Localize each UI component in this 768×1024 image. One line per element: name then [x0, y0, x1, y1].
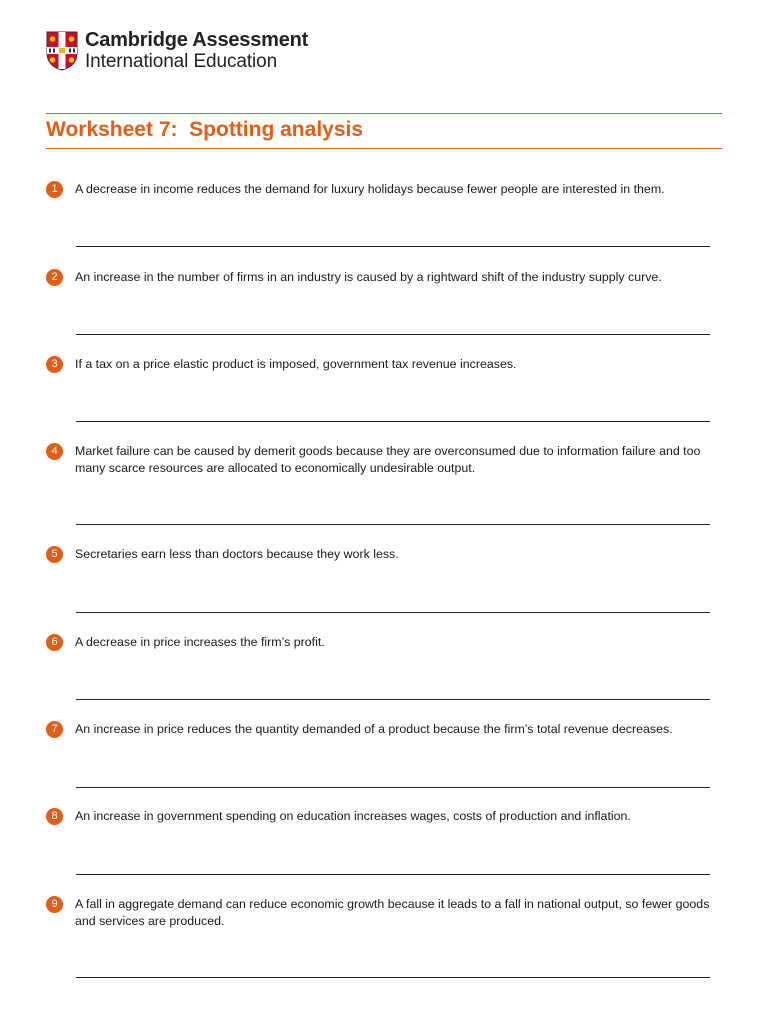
question-number-badge: 1: [46, 181, 63, 198]
page-title: Worksheet 7: Spotting analysis: [46, 118, 364, 141]
answer-line[interactable]: [76, 612, 710, 613]
cambridge-crest-icon: [46, 31, 78, 71]
org-name-line1: Cambridge Assessment: [85, 29, 309, 51]
answer-line[interactable]: [76, 977, 710, 978]
question-text: A decrease in income reduces the demand for luxury holidays because fewer people are interested in them.: [75, 182, 665, 196]
brand-name: [85, 30, 308, 71]
question-number-badge: 6: [46, 634, 63, 651]
question-text: An increase in government spending on education increases wages, costs of production and inflation.: [75, 809, 631, 823]
question-text: A fall in aggregate demand can reduce economic growth because it leads to a fall in national output, so fewer goods and services are produced.: [75, 897, 710, 928]
answer-line[interactable]: [76, 787, 710, 788]
answer-line[interactable]: [76, 524, 710, 525]
question-number-badge: 9: [46, 896, 63, 913]
org-name-line2: International Education: [85, 51, 278, 72]
question-number-badge: 4: [46, 443, 63, 460]
question-number-badge: 7: [46, 721, 63, 738]
question-text: Market failure can be caused by demerit goods because they are overconsumed due to information failure and too many scarce resources are allocated to economically undesirable output.: [75, 444, 701, 475]
answer-line[interactable]: [76, 699, 710, 700]
question-number-badge: 5: [46, 546, 63, 563]
answer-line[interactable]: [76, 246, 710, 247]
title-bottom-rule: [46, 148, 722, 149]
answer-line[interactable]: [76, 334, 710, 335]
question-text: An increase in the number of firms in an industry is caused by a rightward shift of the industry supply curve.: [75, 270, 662, 284]
answer-line[interactable]: [76, 874, 710, 875]
answer-line[interactable]: [76, 421, 710, 422]
title-top-rule: [46, 113, 722, 114]
logo: [46, 30, 308, 72]
question-text: An increase in price reduces the quantity demanded of a product because the firm’s total revenue decreases.: [75, 722, 673, 736]
question-text: A decrease in price increases the firm’s profit.: [75, 635, 325, 649]
question-number-badge: 3: [46, 356, 63, 373]
question-number-badge: 8: [46, 808, 63, 825]
question-number-badge: 2: [46, 269, 63, 286]
question-text: Secretaries earn less than doctors because they work less.: [75, 547, 399, 561]
question-text: If a tax on a price elastic product is imposed, government tax revenue increases.: [75, 357, 517, 371]
